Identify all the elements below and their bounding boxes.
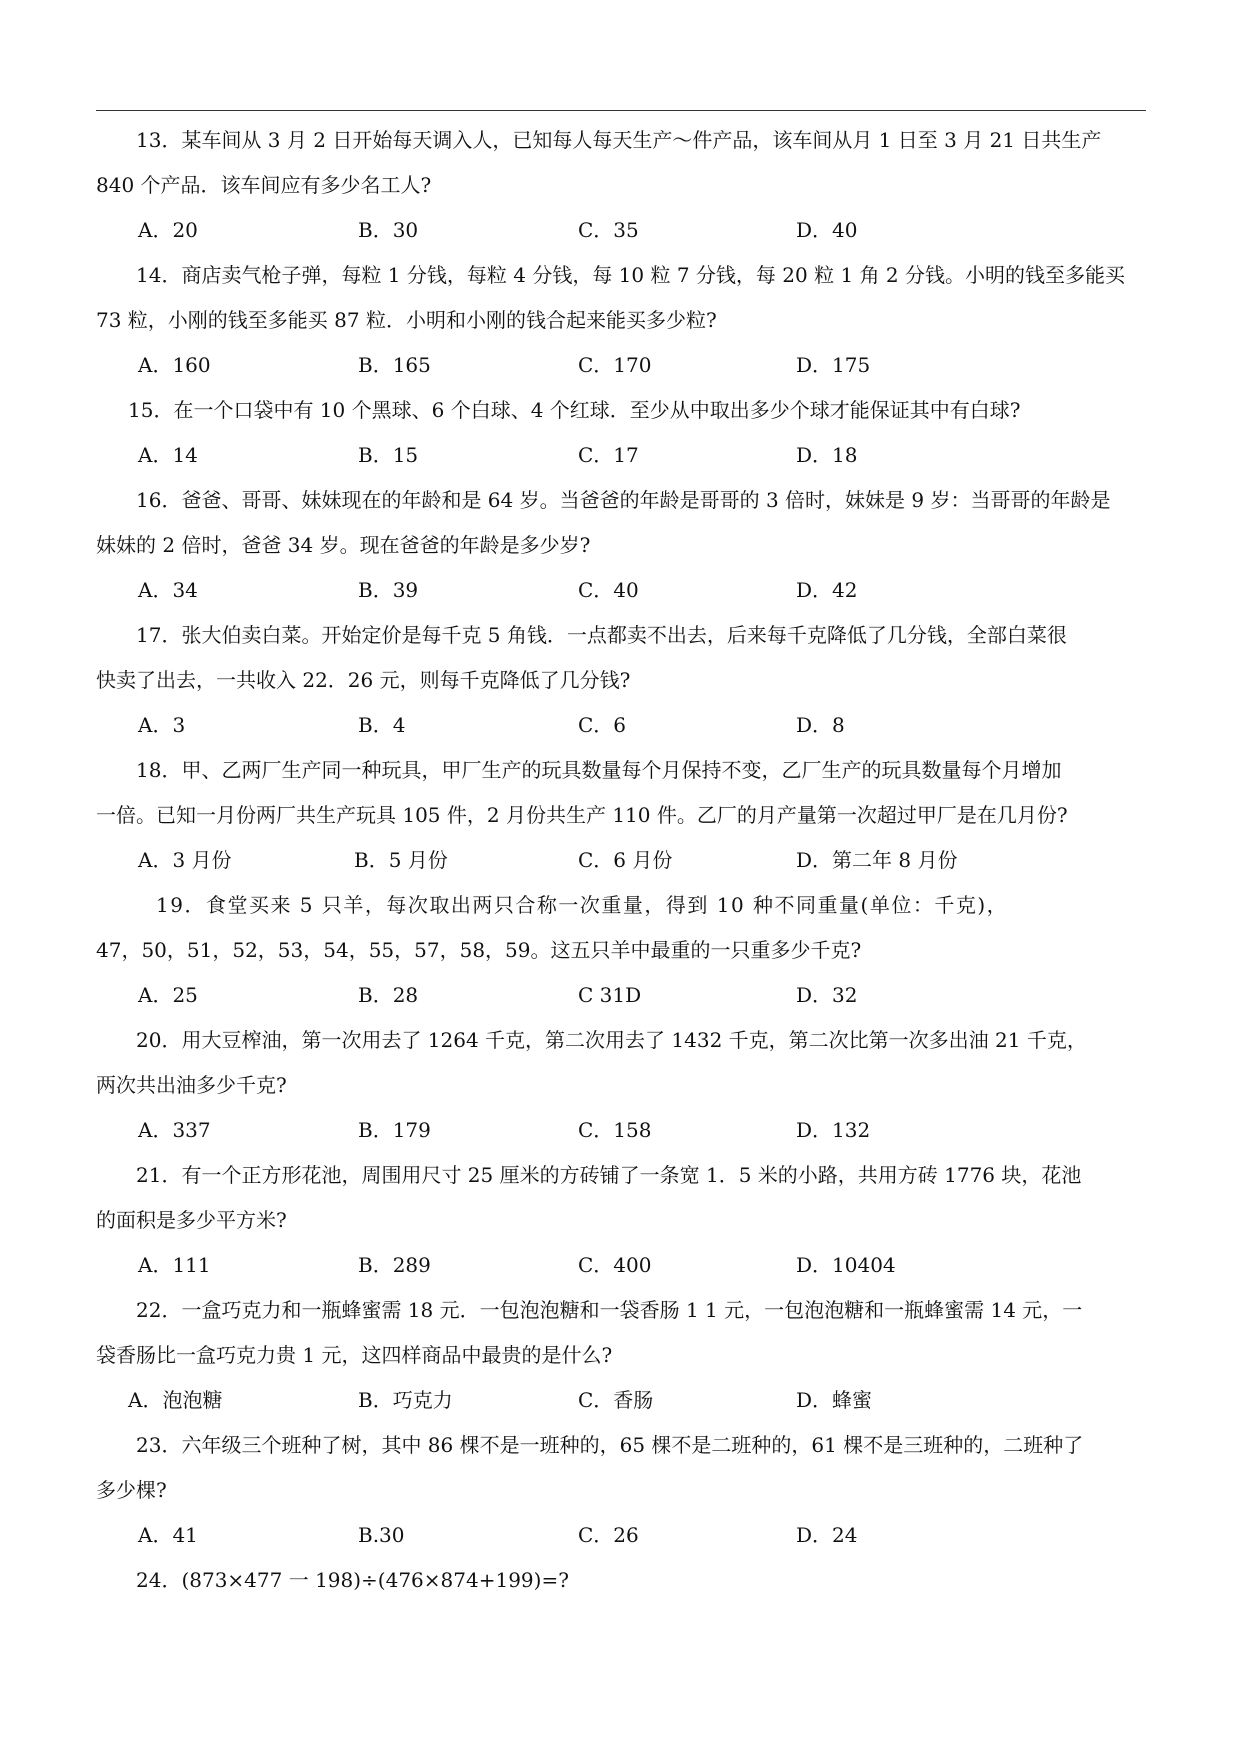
question-text: 13．某车间从 3 月 2 日开始每天调入人，已知每人每天生产～件产品，该车间从月 1 日至 3 月 21 日共生产 — [136, 128, 1102, 152]
question-20 — [96, 1018, 1156, 1153]
question-text: 17．张大伯卖白菜。开始定价是每千克 5 角钱．一点都卖不出去，后来每千克降低了几分钱，全部白菜很 — [136, 623, 1067, 647]
question-23 — [96, 1423, 1156, 1558]
question-text: 袋香肠比一盒巧克力贵 1 元，这四样商品中最贵的是什么? — [96, 1343, 613, 1367]
question-text: 22．一盒巧克力和一瓶蜂蜜需 18 元．一包泡泡糖和一袋香肠 1 1 元，一包泡泡糖和一瓶蜂蜜需 14 元，一 — [136, 1298, 1083, 1322]
answer-options — [96, 1243, 1156, 1288]
question-text: 73 粒，小刚的钱至多能买 87 粒．小明和小刚的钱合起来能买多少粒? — [96, 308, 717, 332]
option-c: C．400 — [578, 1253, 652, 1277]
option-a: A．41 — [138, 1523, 198, 1547]
option-a: A．14 — [138, 443, 198, 467]
option-c: C．6 月份 — [578, 848, 673, 872]
option-a: A．337 — [138, 1118, 211, 1142]
question-13 — [96, 118, 1156, 253]
option-a: A．20 — [138, 218, 198, 242]
option-c: C．40 — [578, 578, 639, 602]
option-a: A．泡泡糖 — [128, 1388, 223, 1412]
option-c: C．6 — [578, 713, 627, 737]
question-text: 两次共出油多少千克? — [96, 1073, 287, 1097]
answer-options — [96, 838, 1156, 883]
option-c: C．26 — [578, 1523, 639, 1547]
question-19 — [96, 883, 1156, 1018]
question-text: 的面积是多少平方米? — [96, 1208, 287, 1232]
question-text: 20．用大豆榨油，第一次用去了 1264 千克，第二次用去了 1432 千克，第二次比第一次多出油 21 千克， — [136, 1028, 1087, 1052]
question-text: 23．六年级三个班种了树，其中 86 棵不是一班种的，65 棵不是二班种的，61 棵不是三班种的，二班种了 — [136, 1433, 1084, 1457]
question-text: 一倍。已知一月份两厂共生产玩具 105 件，2 月份共生产 110 件。乙厂的月产量第一次超过甲厂是在几月份? — [96, 803, 1068, 827]
option-c: C．35 — [578, 218, 639, 242]
answer-options — [96, 973, 1156, 1018]
option-d: D．18 — [796, 443, 858, 467]
question-list — [96, 118, 1156, 1603]
question-text: 19．食堂买来 5 只羊，每次取出两只合称一次重量，得到 10 种不同重量(单位：千克)， — [156, 893, 1009, 917]
option-c: C．158 — [578, 1118, 652, 1142]
option-a: A．160 — [138, 353, 211, 377]
question-text: 47，50，51，52，53，54，55，57，58，59。这五只羊中最重的一只重多少千克? — [96, 938, 862, 962]
option-c: C 31D — [578, 983, 642, 1007]
option-d: D．40 — [796, 218, 858, 242]
question-16 — [96, 478, 1156, 613]
question-text: 18．甲、乙两厂生产同一种玩具，甲厂生产的玩具数量每个月保持不变，乙厂生产的玩具数量每个月增加 — [136, 758, 1062, 782]
option-c: C．170 — [578, 353, 652, 377]
option-d: D．第二年 8 月份 — [796, 848, 958, 872]
option-a: A．3 月份 — [138, 848, 232, 872]
header-rule — [96, 110, 1146, 111]
option-b: B．巧克力 — [358, 1388, 453, 1412]
question-text: 14．商店卖气枪子弹，每粒 1 分钱，每粒 4 分钱，每 10 粒 7 分钱，每 20 粒 1 角 2 分钱。小明的钱至多能买 — [136, 263, 1125, 287]
option-b: B．289 — [358, 1253, 431, 1277]
option-d: D．132 — [796, 1118, 871, 1142]
question-15 — [96, 388, 1156, 478]
question-text: 16．爸爸、哥哥、妹妹现在的年龄和是 64 岁。当爸爸的年龄是哥哥的 3 倍时，妹妹是 9 岁：当哥哥的年龄是 — [136, 488, 1111, 512]
option-d: D．蜂蜜 — [796, 1388, 873, 1412]
option-b: B．165 — [358, 353, 431, 377]
answer-options — [96, 433, 1156, 478]
answer-options — [96, 1108, 1156, 1153]
option-a: A．111 — [138, 1253, 211, 1277]
question-17 — [96, 613, 1156, 748]
question-text: 快卖了出去，一共收入 22．26 元，则每千克降低了几分钱? — [96, 668, 631, 692]
question-text: 15．在一个口袋中有 10 个黑球、6 个白球、4 个红球．至少从中取出多少个球才能保证其中有白球? — [128, 398, 1021, 422]
option-a: A．25 — [138, 983, 198, 1007]
option-a: A．3 — [138, 713, 186, 737]
answer-options — [96, 208, 1156, 253]
option-b: B．15 — [358, 443, 419, 467]
answer-options — [96, 568, 1156, 613]
option-b: B．30 — [358, 218, 419, 242]
question-14 — [96, 253, 1156, 388]
question-text: 24．(873×477 一 198)÷(476×874+199)=? — [136, 1568, 569, 1592]
option-b: B．39 — [358, 578, 419, 602]
question-21 — [96, 1153, 1156, 1288]
option-d: D．32 — [796, 983, 858, 1007]
option-c: C．17 — [578, 443, 639, 467]
question-text: 840 个产品．该车间应有多少名工人? — [96, 173, 432, 197]
option-d: D．10404 — [796, 1253, 896, 1277]
option-b: B．4 — [358, 713, 406, 737]
question-18 — [96, 748, 1156, 883]
question-24 — [96, 1558, 1156, 1603]
option-d: D．42 — [796, 578, 858, 602]
option-d: D．8 — [796, 713, 845, 737]
option-b: B.30 — [358, 1523, 405, 1547]
answer-options — [96, 703, 1156, 748]
option-d: D．24 — [796, 1523, 858, 1547]
answer-options — [96, 1513, 1156, 1558]
question-text: 妹妹的 2 倍时，爸爸 34 岁。现在爸爸的年龄是多少岁? — [96, 533, 591, 557]
question-text: 21．有一个正方形花池，周围用尺寸 25 厘米的方砖铺了一条宽 1．5 米的小路，共用方砖 1776 块，花池 — [136, 1163, 1082, 1187]
option-b: B．179 — [358, 1118, 431, 1142]
question-22 — [96, 1288, 1156, 1423]
option-d: D．175 — [796, 353, 871, 377]
answer-options — [96, 343, 1156, 388]
question-text: 多少棵? — [96, 1478, 167, 1502]
answer-options — [96, 1378, 1156, 1423]
option-b: B．28 — [358, 983, 419, 1007]
option-c: C．香肠 — [578, 1388, 654, 1412]
option-a: A．34 — [138, 578, 198, 602]
option-b: B．5 月份 — [354, 848, 448, 872]
